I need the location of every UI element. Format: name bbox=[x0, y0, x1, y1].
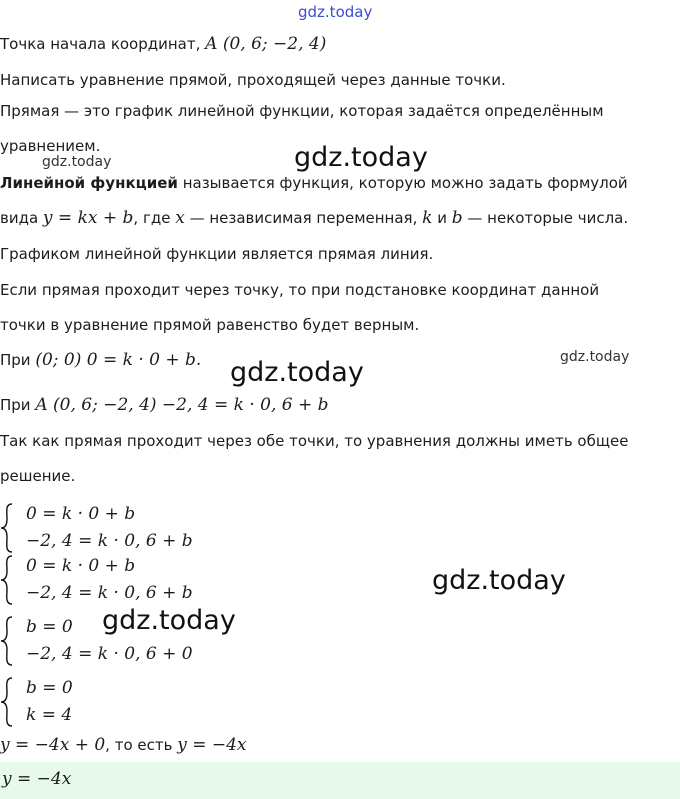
common-solution-line-1: Так как прямая проходит через обе точки, то уравнения должны иметь общее bbox=[0, 432, 629, 450]
given-label: Точка начала координат, bbox=[0, 35, 206, 53]
formula-text: — некоторые числа. bbox=[462, 209, 629, 227]
watermark-big: gdz.today bbox=[102, 605, 236, 636]
formula-text: и bbox=[432, 209, 452, 227]
formula-line bbox=[0, 208, 628, 228]
origin-equation: (0; 0) 0 = k · 0 + b. bbox=[35, 350, 202, 370]
common-solution-line-2: решение. bbox=[0, 467, 76, 485]
conclusion-line bbox=[0, 735, 247, 755]
brace-icon bbox=[0, 503, 14, 553]
system-row: 0 = k · 0 + b bbox=[26, 556, 136, 576]
formula-text: вида bbox=[0, 209, 43, 227]
definition-line-2: уравнением. bbox=[0, 137, 101, 155]
var-x: x bbox=[175, 208, 185, 228]
linear-function-line bbox=[0, 173, 628, 193]
linear-function-term: Линейной функцией bbox=[0, 174, 178, 192]
point-a-equation: A (0, 6; −2, 4) −2, 4 = k · 0, 6 + b bbox=[35, 395, 329, 415]
system-row: b = 0 bbox=[26, 617, 73, 637]
brace-icon bbox=[0, 555, 14, 605]
conclusion-equation: y = −4x + 0 bbox=[0, 735, 106, 755]
watermark-top: gdz.today bbox=[298, 3, 373, 21]
graph-line: Графиком линейной функции является прямая линия. bbox=[0, 245, 434, 263]
pri-label: При bbox=[0, 396, 36, 414]
formula-text: , где bbox=[133, 209, 176, 227]
var-k: k bbox=[422, 208, 433, 228]
substitution-line-2: точки в уравнение прямой равенство будет верным. bbox=[0, 316, 420, 334]
watermark-small: gdz.today bbox=[560, 349, 630, 365]
system-row: −2, 4 = k · 0, 6 + b bbox=[26, 531, 193, 551]
task-line: Написать уравнение прямой, проходящей через данные точки. bbox=[0, 71, 506, 89]
point-a-substitution bbox=[0, 395, 329, 415]
system-row: −2, 4 = k · 0, 6 + 0 bbox=[26, 644, 193, 664]
watermark-big: gdz.today bbox=[294, 142, 428, 173]
watermark-small: gdz.today bbox=[42, 154, 112, 170]
point-a-math: A (0, 6; −2, 4) bbox=[205, 34, 327, 54]
brace-icon bbox=[0, 677, 14, 727]
linear-function-desc: называется функция, которую можно задать формулой bbox=[177, 174, 628, 192]
conclusion-text: , то есть bbox=[105, 736, 178, 754]
substitution-line-1: Если прямая проходит через точку, то при подстановке координат данной bbox=[0, 281, 600, 299]
watermark-big: gdz.today bbox=[230, 357, 364, 388]
var-b: b bbox=[451, 208, 463, 228]
answer-equation: y = −4x bbox=[2, 769, 72, 789]
watermark-big: gdz.today bbox=[432, 565, 566, 596]
conclusion-result: y = −4x bbox=[177, 735, 247, 755]
given-point-line bbox=[0, 34, 326, 54]
formula-text: — независимая переменная, bbox=[184, 209, 423, 227]
pri-label: При bbox=[0, 351, 36, 369]
brace-icon bbox=[0, 616, 14, 666]
system-row: b = 0 bbox=[26, 678, 73, 698]
system-row: 0 = k · 0 + b bbox=[26, 504, 136, 524]
answer-box bbox=[0, 762, 680, 799]
formula-math: y = kx + b bbox=[42, 208, 134, 228]
origin-substitution bbox=[0, 350, 201, 370]
definition-line-1: Прямая — это график линейной функции, которая задаётся определённым bbox=[0, 102, 604, 120]
system-row: −2, 4 = k · 0, 6 + b bbox=[26, 583, 193, 603]
system-row: k = 4 bbox=[26, 705, 73, 725]
